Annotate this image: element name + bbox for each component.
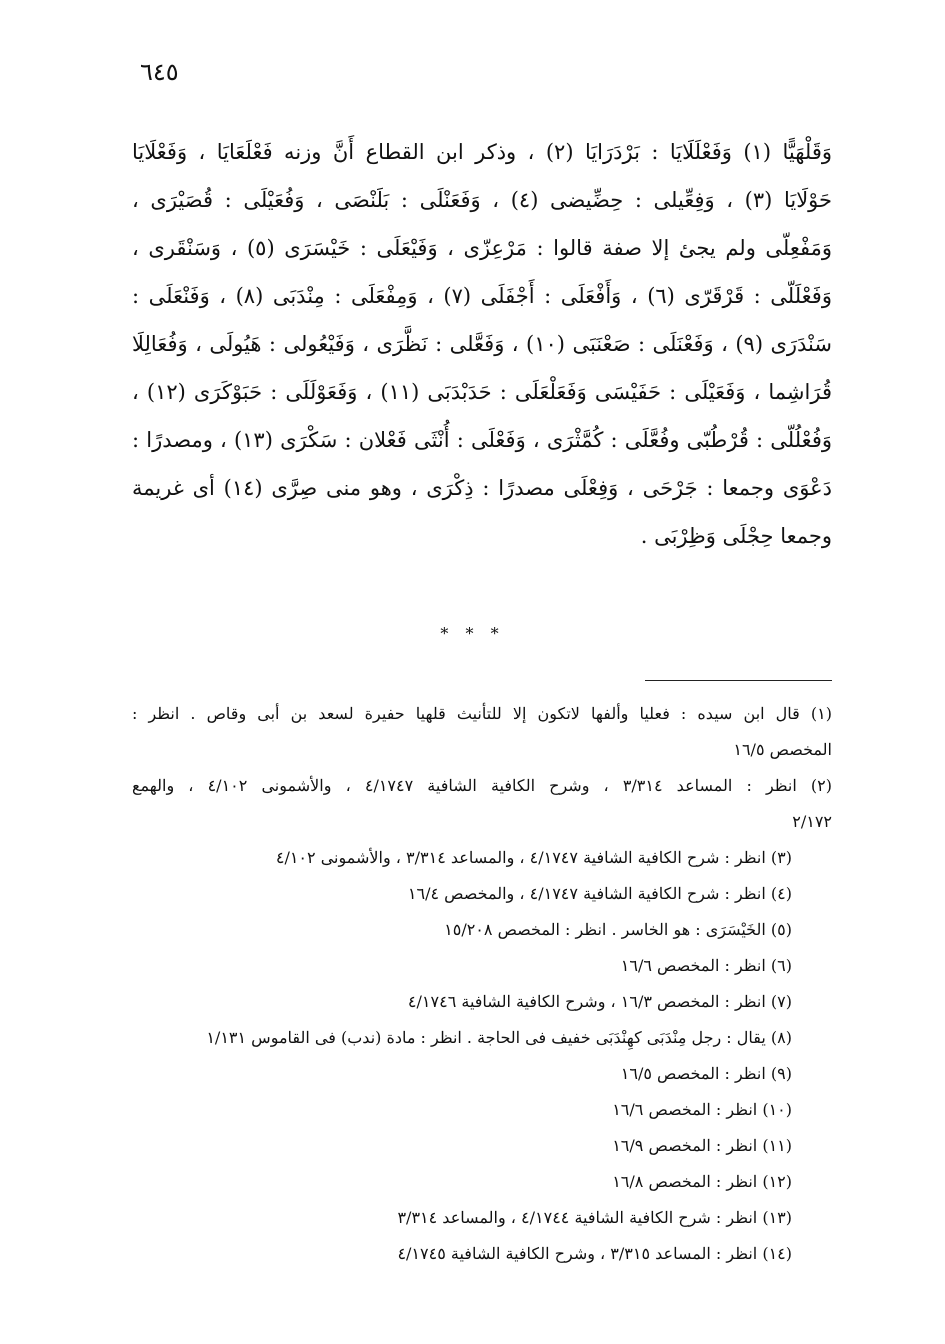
text-line: وَقَلْهَيًّا (١) وَفَعْلَلَايَا : بَرْدَرَايَا (٢) ، وذكر ابن القطاع أَنَّ وزنه فَعْلَعَايَا ، وَفَعْلَايَا [132,140,832,164]
footnote-6: (٦) انظر : المخصص ١٦/٦ [620,956,792,975]
text-line: سَنْدَرَى (٩) ، وَفَعْنَلَى : صَعْنَبَى (١٠) ، وَفَعَّلى : نَظَّرَى ، وَفَيْعُولى : هَيُولَى ، وَفُعَالِلَا [132,332,832,356]
footnote-2-continuation: ٢/١٧٢ [792,812,832,831]
footnote-1-continuation: المخصص ١٦/٥ [733,740,832,759]
text-line: وَفُعْلُلّى : قُرْطُبّى وفُعَّلَى : كُمَّثْرَى ، وَفَعْلَى : أُنْثَى فَعْلان : سَكْرَى (١٣) ، ومصدرًا : [132,428,832,452]
page-number: ٦٤٥ [140,58,179,86]
text-line: دَعْوَى وجمعا : جَرْحَى ، وَفِعْلَى مصدرًا : ذِكْرَى ، وهو منى صِرَّى (١٤) أى غريمة [132,476,832,500]
main-text [132,128,832,560]
footnote-12: (١٢) انظر : المخصص ١٦/٨ [612,1172,792,1191]
footnote-11: (١١) انظر : المخصص ١٦/٩ [612,1136,792,1155]
footnote-13: (١٣) انظر : شرح الكافية الشافية ٤/١٧٤٤ ، والمساعد ٣/٣١٤ [397,1208,792,1227]
footnote-5: (٥) الخَيْسَرَى : هو الخاسر . انظر : المخصص ١٥/٢٠٨ [444,920,792,939]
footnote-4: (٤) انظر : شرح الكافية الشافية ٤/١٧٤٧ ، والمخصص ١٦/٤ [407,884,792,903]
text-line: حَوْلَايَا (٣) ، وَفِعِّيلى : حِضِّيضى (٤) ، وَفَعَنْلَى : بَلَنْصَى ، وَفُعَيْلَى : قُصَيْرَى ، [132,188,832,212]
footnote-2: (٢) انظر : المساعد ٣/٣١٤ ، وشرح الكافية الشافية ٤/١٧٤٧ ، والأشمونى ٤/١٠٢ ، والهمع [132,776,832,795]
footnotes [132,696,832,1272]
text-line: وجمعا حِجْلَى وَظِرْبَى . [640,524,832,548]
footnote-14: (١٤) انظر : المساعد ٣/٣١٥ ، وشرح الكافية الشافية ٤/١٧٤٥ [397,1244,792,1263]
footnote-7: (٧) انظر : المخصص ١٦/٣ ، وشرح الكافية الشافية ٤/١٧٤٦ [407,992,792,1011]
text-line: قُرَاشِما ، وَفَعَيْلَى : حَفَيْسَى وَفَعَلْعَلَى : حَدَبْدَبَى (١١) ، وَفَعَوْلَلَى : حَبَوْكَرَى (١٢) ، [132,380,832,404]
footnote-10: (١٠) انظر : المخصص ١٦/٦ [612,1100,792,1119]
text-line: وَفَعْلَلّى : قَرْقَرّى (٦) ، وَأَفْعَلَى : أَجْفَلَى (٧) ، وَمِفْعَلَى : مِنْدَبَى (٨) ، وَفَنْعَلَى : [132,284,832,308]
section-separator: * * * [440,624,505,643]
footnote-8: (٨) يقال : رجل مِنْدَبَى كهِنْدَبَى خفيف فى الحاجة . انظر : مادة (ندب) فى القاموس ١/١٣١ [206,1028,792,1047]
footnote-3: (٣) انظر : شرح الكافية الشافية ٤/١٧٤٧ ، والمساعد ٣/٣١٤ ، والأشمونى ٤/١٠٢ [275,848,792,867]
footnote-1: (١) قال ابن سيده : فعليا وألفها لاتكون إلا للتأنيث قلهيا حفيرة لسعد بن أبى وقاص . انظر : [132,704,832,723]
footnote-9: (٩) انظر : المخصص ١٦/٥ [620,1064,792,1083]
text-line: وَمَفْعِلّى ولم يجئ إلا صفة قالوا : مَرْعِزّى ، وَفَيْعَلَى : خَيْسَرَى (٥) ، وَسَنْقَرى ، [132,236,832,260]
footnote-divider [645,680,832,681]
